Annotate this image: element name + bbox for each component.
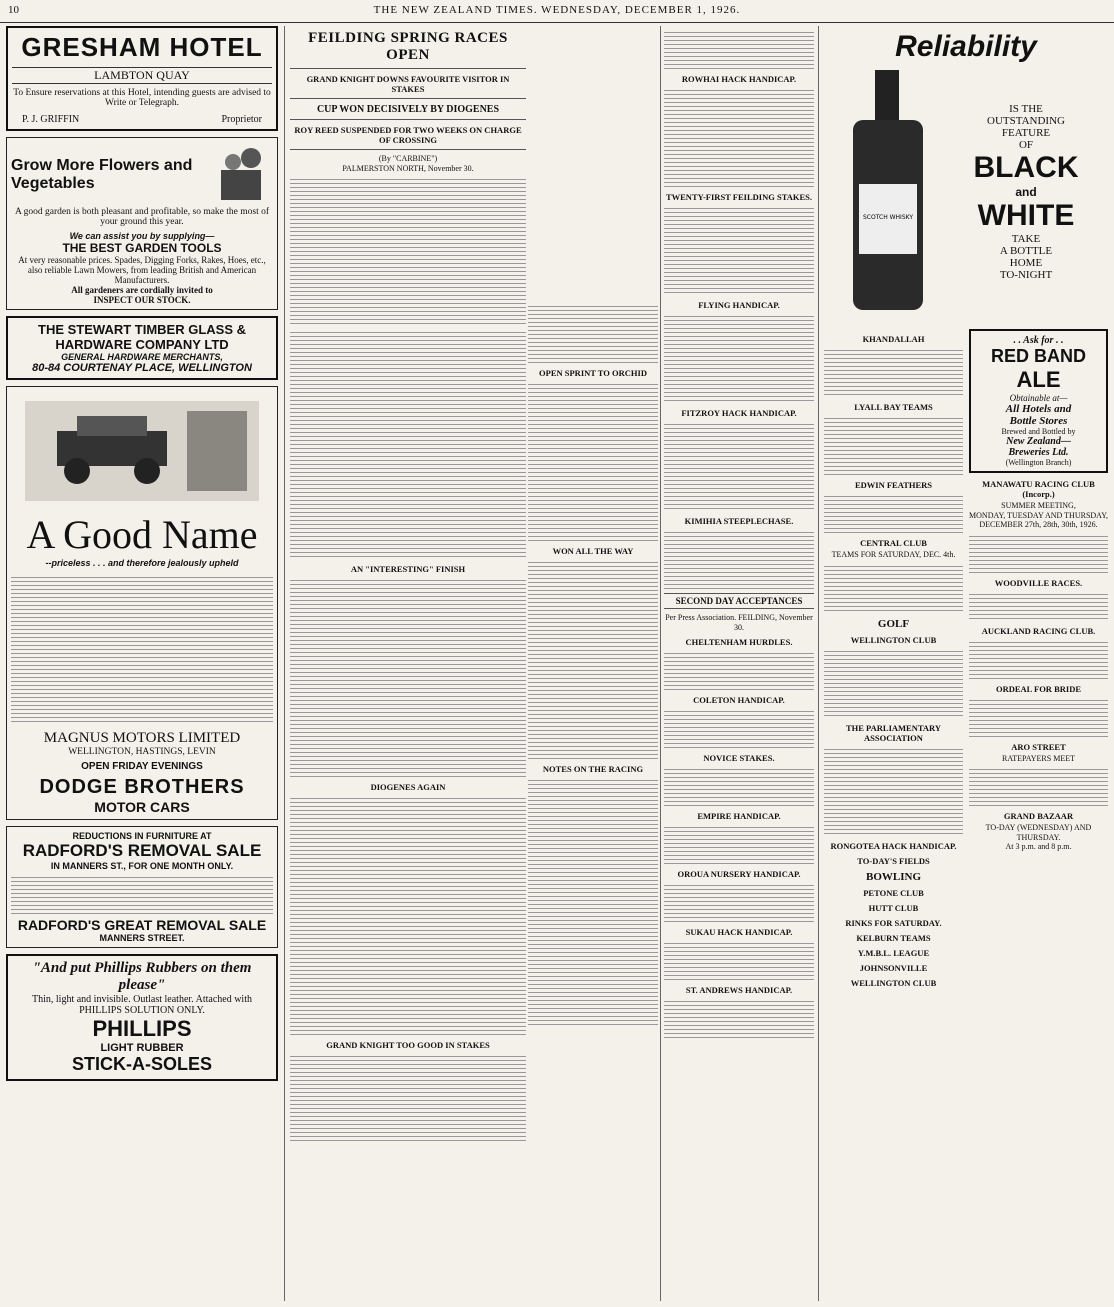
phillips-rubbers-ad (6, 954, 278, 1081)
races-sub1: GRAND KNIGHT DOWNS FAVOURITE VISITOR IN STAKES (306, 74, 510, 94)
notice-dates: MONDAY, TUESDAY AND THURSDAY, DECEMBER 27th, 28th, 30th, 1926. (969, 510, 1108, 529)
gresham-body: To Ensure reservations at this Hotel, intending guests are advised to Write or Telegraph. (13, 88, 271, 108)
red-band-ale-ad (969, 329, 1108, 473)
results-h-press: Per Press Association. FEILDING, November 30. (665, 613, 813, 632)
page-number: 10 (8, 4, 19, 16)
stewart-line2: GENERAL HARDWARE MERCHANTS, (61, 352, 223, 362)
column-rule (818, 26, 819, 1301)
races-h-diogenes: DIOGENES AGAIN (370, 782, 446, 792)
bw-a-bottle: A BOTTLE (999, 244, 1053, 257)
radford-street2: MANNERS STREET. (99, 933, 185, 943)
col4-h-golf: GOLF (877, 617, 910, 630)
results-h-empire: EMPIRE HANDICAP. (697, 811, 781, 821)
results-twenty-text (664, 205, 814, 295)
radford-street: IN MANNERS ST., FOR ONE MONTH ONLY. (50, 861, 234, 871)
dodge-body-text (11, 574, 273, 724)
races-h-finish: AN "INTERESTING" FINISH (350, 564, 466, 574)
dodge-brand: DODGE BROTHERS (39, 776, 245, 798)
notice-woodville: WOODVILLE RACES. (994, 577, 1083, 588)
notice-manawatu: MANAWATU RACING CLUB (Incorp.) (982, 479, 1095, 499)
bw-black: BLACK (973, 150, 1079, 184)
results-cheltenham-text (664, 650, 814, 690)
races-sub2: CUP WON DECISIVELY BY DIOGENES (316, 104, 500, 115)
results-andrews-text (664, 998, 814, 1038)
newspaper-title: THE NEW ZEALAND TIMES. WEDNESDAY, DECEMBER 1, 1926. (373, 4, 741, 16)
phillips-brand2: LIGHT RUBBER (100, 1042, 184, 1054)
garden-attended: All gardeners are cordially invited to (71, 285, 213, 295)
radford-title: RADFORD'S REMOVAL SALE (22, 841, 262, 860)
sports-h-kelburn: KELBURN TEAMS (856, 932, 931, 943)
garden-inspect: INSPECT OUR STOCK. (93, 295, 191, 305)
col4-h-khandallah: KHANDALLAH (862, 334, 925, 344)
col4-h-wgolf: WELLINGTON CLUB (850, 634, 937, 645)
bw-take: TAKE (1011, 232, 1041, 245)
dodge-towns: WELLINGTON, HASTINGS, LEVIN (68, 747, 216, 757)
ale-ask: . . Ask for . . (1013, 335, 1064, 346)
results-h-kimihia: KIMIHIA STEEPLECHASE. (684, 516, 794, 526)
results-top-text (664, 29, 814, 69)
results-empire-text (664, 824, 814, 864)
ale-obtainable: Obtainable at— (1009, 393, 1068, 403)
phillips-body: Thin, light and invisible. Outlast leather. Attached with PHILLIPS SOLUTION ONLY. (32, 994, 252, 1016)
col4-h-edwin: EDWIN FEATHERS (854, 480, 933, 490)
garden-assist: We can assist you by supplying— (69, 231, 215, 241)
column-racing-story-continued (528, 300, 658, 1301)
results-h-second: SECOND DAY ACCEPTANCES (664, 593, 814, 609)
ale-hotels: All Hotels and (1005, 403, 1072, 415)
gresham-hotel-ad (6, 26, 278, 131)
col4-h-parl: THE PARLIAMENTARY ASSOCIATION (845, 722, 941, 743)
stewart-name: THE STEWART TIMBER GLASS & HARDWARE COMPANY LTD (38, 322, 246, 352)
bw-home: HOME (1009, 256, 1043, 269)
masthead (0, 0, 1114, 23)
ale-ale: ALE (1016, 367, 1061, 392)
races-continued-text (528, 303, 658, 363)
races-h-way: WON ALL THE WAY (552, 546, 634, 556)
results-novice-text (664, 766, 814, 806)
radford-body-text (11, 874, 273, 914)
results-oroua-text (664, 882, 814, 922)
gresham-role: Proprietor (221, 114, 262, 125)
stewart-timber-ad (6, 316, 278, 380)
bw-reliability: Reliability (895, 30, 1037, 63)
results-sukau-text (664, 940, 814, 980)
radford-reductions: REDUCTIONS IN FURNITURE AT (72, 831, 212, 841)
notice-ordeal: ORDEAL FOR BRIDE (995, 683, 1081, 694)
results-h-flying: FLYING HANDICAP. (698, 300, 780, 310)
dodge-brand2: MOTOR CARS (94, 799, 190, 815)
radford-removal-sale-ad (6, 826, 278, 948)
results-h-oroua: OROUA NURSERY HANDICAP. (677, 869, 801, 879)
bw-white: WHITE (977, 198, 1075, 232)
notice-bazaar: GRAND BAZAAR (1003, 811, 1074, 821)
sports-h-johnson: JOHNSONVILLE (859, 962, 928, 973)
races-sub3: ROY REED SUSPENDED FOR TWO WEEKS ON CHARGE OF CROSSING (294, 125, 522, 145)
bw-feature: FEATURE (1001, 126, 1051, 139)
garden-title: Grow More Flowers and Vegetables (11, 156, 193, 192)
results-rowhai-text (664, 87, 814, 187)
notice-summer: SUMMER MEETING, (1001, 501, 1076, 510)
dodge-brothers-ad (6, 386, 278, 820)
results-h-andrews: ST. ANDREWS HANDICAP. (685, 985, 793, 995)
col4-h-lyall: LYALL BAY TEAMS (854, 402, 933, 412)
sports-h-bowling: BOWLING (865, 870, 921, 883)
dodge-evenings: OPEN FRIDAY EVENINGS (81, 761, 203, 772)
races-title: FEILDING SPRING RACES OPEN (308, 30, 508, 63)
column-rule (660, 26, 661, 1301)
whisky-label: SCOTCH WHISKY (862, 214, 914, 221)
races-h-open: OPEN SPRINT TO ORCHID (539, 368, 647, 378)
races-notes-text (528, 777, 658, 1027)
sports-h-wellington: WELLINGTON CLUB (850, 977, 937, 988)
races-dateline: PALMERSTON NORTH, November 30. (342, 163, 474, 173)
notice-auckland: AUCKLAND RACING CLUB. (981, 625, 1096, 636)
ale-brewed: Brewed and Bottled by (1001, 427, 1076, 436)
results-coleton-text (664, 708, 814, 748)
bw-is-the: IS THE (1009, 102, 1043, 115)
dodge-tagline: --priceless . . . and therefore jealously upheld (45, 558, 239, 568)
column-racing-story (290, 26, 526, 1301)
results-fitzroy-text (664, 421, 814, 511)
races-finish-text (290, 577, 526, 777)
ale-brewery: New Zealand— (1006, 436, 1071, 447)
ale-branch: (Wellington Branch) (1005, 458, 1072, 467)
results-kimihia-text (664, 529, 814, 589)
garden-tools-ad (6, 137, 278, 310)
col4-h-teams: TEAMS FOR SATURDAY, DEC. 4th. (831, 550, 956, 559)
dodge-firm: MAGNUS MOTORS LIMITED (43, 730, 241, 746)
phillips-slogan: "And put Phillips Rubbers on them please" (32, 960, 252, 993)
sports-h-petone: PETONE CLUB (863, 887, 924, 898)
results-h-rowhai: ROWHAI HACK HANDICAP. (681, 74, 797, 84)
column-notices (969, 329, 1108, 990)
races-open-text (528, 381, 658, 541)
races-grand-text (290, 1053, 526, 1143)
bw-of: OF (1018, 138, 1034, 151)
sports-h-rongotea: RONGOTEA HACK HANDICAP. (830, 840, 957, 851)
results-h-cheltenham: CHELTENHAM HURDLES. (685, 637, 793, 647)
results-h-sukau: SUKAU HACK HANDICAP. (685, 927, 793, 937)
results-h-fitzroy: FITZROY HACK HANDICAP. (681, 408, 797, 418)
ale-breweries: Breweries Ltd. (1008, 447, 1069, 458)
column-rule (284, 26, 285, 1301)
ale-redband: RED BAND (990, 346, 1086, 366)
garden-flowers-icon (213, 142, 273, 207)
black-white-whisky-ad (824, 26, 1108, 323)
ale-bottle: Bottle Stores (1009, 415, 1068, 427)
results-h-coleton: COLETON HANDICAP. (693, 695, 785, 705)
bw-outstanding: OUTSTANDING (987, 114, 1065, 127)
column-bowling-golf (824, 329, 963, 990)
notice-bazaar-dates: TO-DAY (WEDNESDAY) AND THURSDAY. (985, 823, 1092, 842)
column-results (664, 26, 814, 1301)
races-h-grand: GRAND KNIGHT TOO GOOD IN STAKES (326, 1040, 490, 1050)
gresham-title: GRESHAM HOTEL (21, 32, 263, 62)
notice-aro: ARO STREET (1011, 741, 1066, 752)
column-advertisements-right (824, 26, 1108, 1301)
phillips-brand: PHILLIPS (92, 1016, 192, 1041)
sports-h-rinks: RINKS FOR SATURDAY. (845, 917, 942, 928)
races-diogenes-text (290, 795, 526, 1035)
dodge-headline: A Good Name (26, 512, 258, 557)
notice-hours: At 3 p.m. and 8 p.m. (1005, 842, 1072, 851)
garden-detail: At very reasonable prices. Spades, Digging Forks, Rakes, Hoes, etc., also reliable Lawn Mowers, from leading British and American Manufacturers. (18, 255, 266, 285)
motor-car-illustration-icon (11, 391, 273, 511)
results-flying-text (664, 313, 814, 403)
results-h-novice: NOVICE STAKES. (703, 753, 775, 763)
column-advertisements-left (6, 26, 278, 1301)
gresham-owner: P. J. GRIFFIN (22, 114, 80, 125)
bw-and: and (1015, 184, 1037, 199)
radford-title2: RADFORD'S GREAT REMOVAL SALE (17, 917, 267, 933)
races-byline: (By "CARBINE") (378, 154, 438, 163)
sports-h-fields: TO-DAY'S FIELDS (857, 855, 930, 866)
notice-ratepayers: RATEPAYERS MEET (1002, 753, 1075, 763)
col4-h-central: CENTRAL CLUB (860, 538, 927, 548)
sports-h-hutt: HUTT CLUB (868, 902, 919, 913)
races-h-notes: NOTES ON THE RACING (542, 764, 644, 774)
races-way-text (528, 559, 658, 759)
garden-body: A good garden is both pleasant and profitable, so make the most of your ground this year. (14, 207, 270, 227)
stewart-address: 80-84 COURTENAY PLACE, WELLINGTON (32, 362, 252, 374)
whisky-bottle-icon (828, 64, 948, 319)
phillips-brand3: STICK-A-SOLES (71, 1054, 212, 1074)
sports-h-ymbl: Y.M.B.L. LEAGUE (857, 947, 930, 958)
garden-tools: THE BEST GARDEN TOOLS (62, 241, 222, 255)
races-body-text (290, 329, 526, 559)
bw-tonight: TO-NIGHT (999, 268, 1053, 281)
gresham-street: LAMBTON QUAY (12, 67, 272, 84)
races-intro-text (290, 176, 526, 326)
results-h-twenty: TWENTY-FIRST FEILDING STAKES. (665, 192, 813, 202)
